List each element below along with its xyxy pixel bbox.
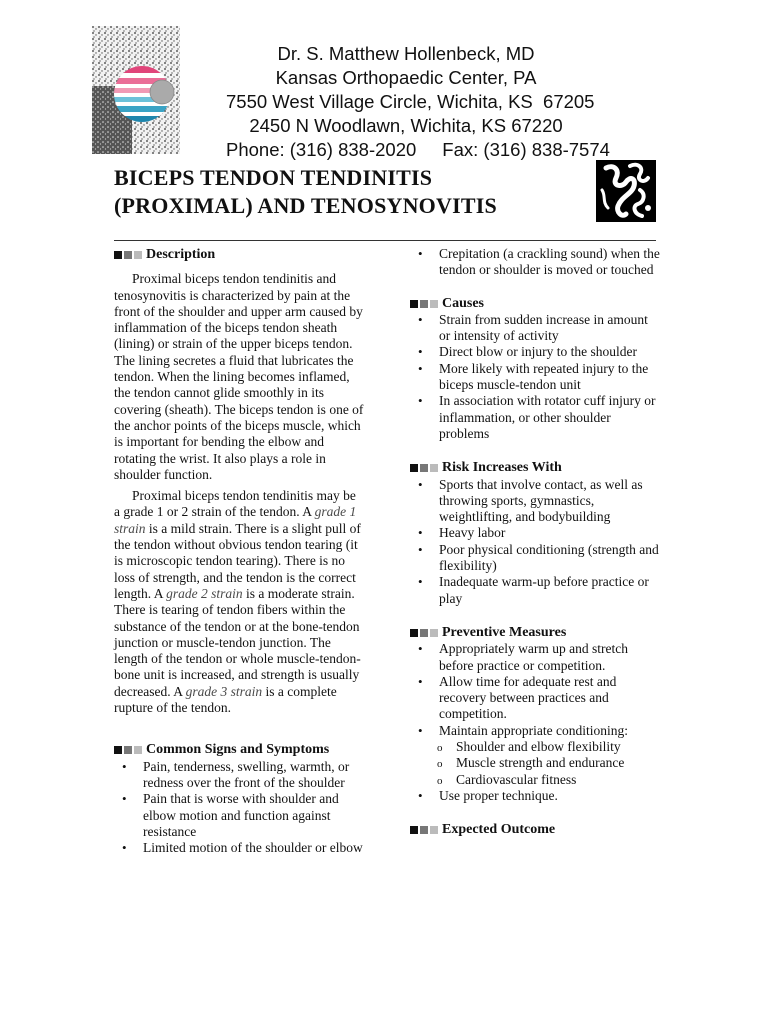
grade-1-term: grade 1 strain bbox=[114, 504, 357, 536]
signs-list-continued bbox=[410, 246, 660, 279]
risk-list bbox=[410, 477, 660, 607]
phone-number: Phone: (316) 838-2020 bbox=[226, 139, 417, 160]
description-paragraph-2: Proximal biceps tendon tendinitis may be a grade 1 or 2 strain of the tendon. A grade 1 strain is a mild strain. There is a slight pull of the tendon without obvious tendon tearing (it is microscopic tendon tearing). There is no loss of strength, and the tendon is the correct length. A grade 2 strain is a moderate strain. There is tearing of tendon fibers within the substance of the tendon or at the bone-tendon junction or muscle-tendon junction. The length of the tendon or whole muscle-tendon-bone unit is increased, and strength is usually decreased. A grade 3 strain is a complete rupture of the tendon. bbox=[114, 488, 361, 716]
sub-list-item: o Muscle strength and endurance bbox=[410, 755, 660, 771]
document-title bbox=[114, 164, 574, 220]
preventive-heading: Preventive Measures bbox=[410, 625, 660, 641]
conditioning-sublist bbox=[410, 739, 660, 788]
list-item: • Strain from sudden increase in amount or intensity of activity bbox=[410, 312, 660, 345]
athlete-figure-icon bbox=[596, 160, 656, 222]
description-heading: Description bbox=[114, 247, 364, 263]
list-item: • Use proper technique. bbox=[410, 788, 660, 804]
list-item: • Inadequate warm-up before practice or play bbox=[410, 574, 660, 607]
contact-line bbox=[226, 138, 610, 162]
list-item: • Allow time for adequate rest and recovery between practices and competition. bbox=[410, 674, 660, 723]
list-item: • Appropriately warm up and stretch before practice or competition. bbox=[410, 641, 660, 674]
fax-number: Fax: (316) 838-7574 bbox=[442, 139, 610, 160]
list-item: • Heavy labor bbox=[410, 525, 660, 541]
grade-2-term: grade 2 strain bbox=[166, 585, 243, 601]
outcome-heading: Expected Outcome bbox=[410, 822, 660, 838]
list-item: • More likely with repeated injury to the biceps muscle-tendon unit bbox=[410, 361, 660, 394]
address-line-2: 2450 N Woodlawn, Wichita, KS 67220 bbox=[249, 115, 563, 136]
title-line-2: (PROXIMAL) AND TENOSYNOVITIS bbox=[114, 193, 497, 218]
clinic-logo bbox=[92, 26, 180, 154]
list-item: • In association with rotator cuff injury or inflammation, or other shoulder problems bbox=[410, 393, 660, 442]
list-item: • Poor physical conditioning (strength and flexibility) bbox=[410, 542, 660, 575]
risk-heading: Risk Increases With bbox=[410, 460, 660, 476]
list-item: • Direct blow or injury to the shoulder bbox=[410, 344, 660, 360]
doctor-name: Dr. S. Matthew Hollenbeck, MD bbox=[277, 43, 535, 64]
signs-list bbox=[114, 759, 364, 857]
preventive-list bbox=[410, 641, 660, 804]
list-item: • Limited motion of the shoulder or elbow bbox=[114, 840, 364, 856]
header-divider bbox=[114, 240, 656, 241]
letterhead bbox=[226, 42, 610, 162]
title-line-1: BICEPS TENDON TENDINITIS bbox=[114, 165, 433, 190]
left-column bbox=[114, 247, 364, 856]
list-item: • Pain, tenderness, swelling, warmth, or redness over the front of the shoulder bbox=[114, 759, 364, 792]
signs-heading: Common Signs and Symptoms bbox=[114, 742, 364, 758]
list-item: • Pain that is worse with shoulder and elbow motion and function against resistance bbox=[114, 791, 364, 840]
address-line-1: 7550 West Village Circle, Wichita, KS 67205 bbox=[226, 91, 595, 112]
causes-heading: Causes bbox=[410, 296, 660, 312]
right-column bbox=[410, 246, 660, 839]
list-item: • Crepitation (a crackling sound) when the tendon or shoulder is moved or touched bbox=[410, 246, 660, 279]
list-item: • Sports that involve contact, as well as throwing sports, gymnastics, weightlifting, and bodybuilding bbox=[410, 477, 660, 526]
practice-name: Kansas Orthopaedic Center, PA bbox=[275, 67, 537, 88]
causes-list bbox=[410, 312, 660, 442]
sub-list-item: o Cardiovascular fitness bbox=[410, 772, 660, 788]
grade-3-term: grade 3 strain bbox=[185, 683, 263, 699]
sub-list-item: o Shoulder and elbow flexibility bbox=[410, 739, 660, 755]
description-paragraph-1: Proximal biceps tendon tendinitis and tenosynovitis is characterized by pain at the front of the shoulder and upper arm caused by inflammation of the biceps tendon sheath (lining) or strain of the upper biceps tendon. The lining secretes a fluid that lubricates the tendon. When the lining becomes inflamed, the tendon cannot glide smoothly in its covering (sheath). The biceps tendon is one of the anchor points of the biceps muscle, which is important for bending the elbow and rotating the wrist. It also plays a role in shoulder function. bbox=[114, 271, 364, 482]
list-item: • Maintain appropriate conditioning: o Shoulder and elbow flexibility o Muscle strength and endurance o Cardiovascular fitness bbox=[410, 723, 660, 788]
